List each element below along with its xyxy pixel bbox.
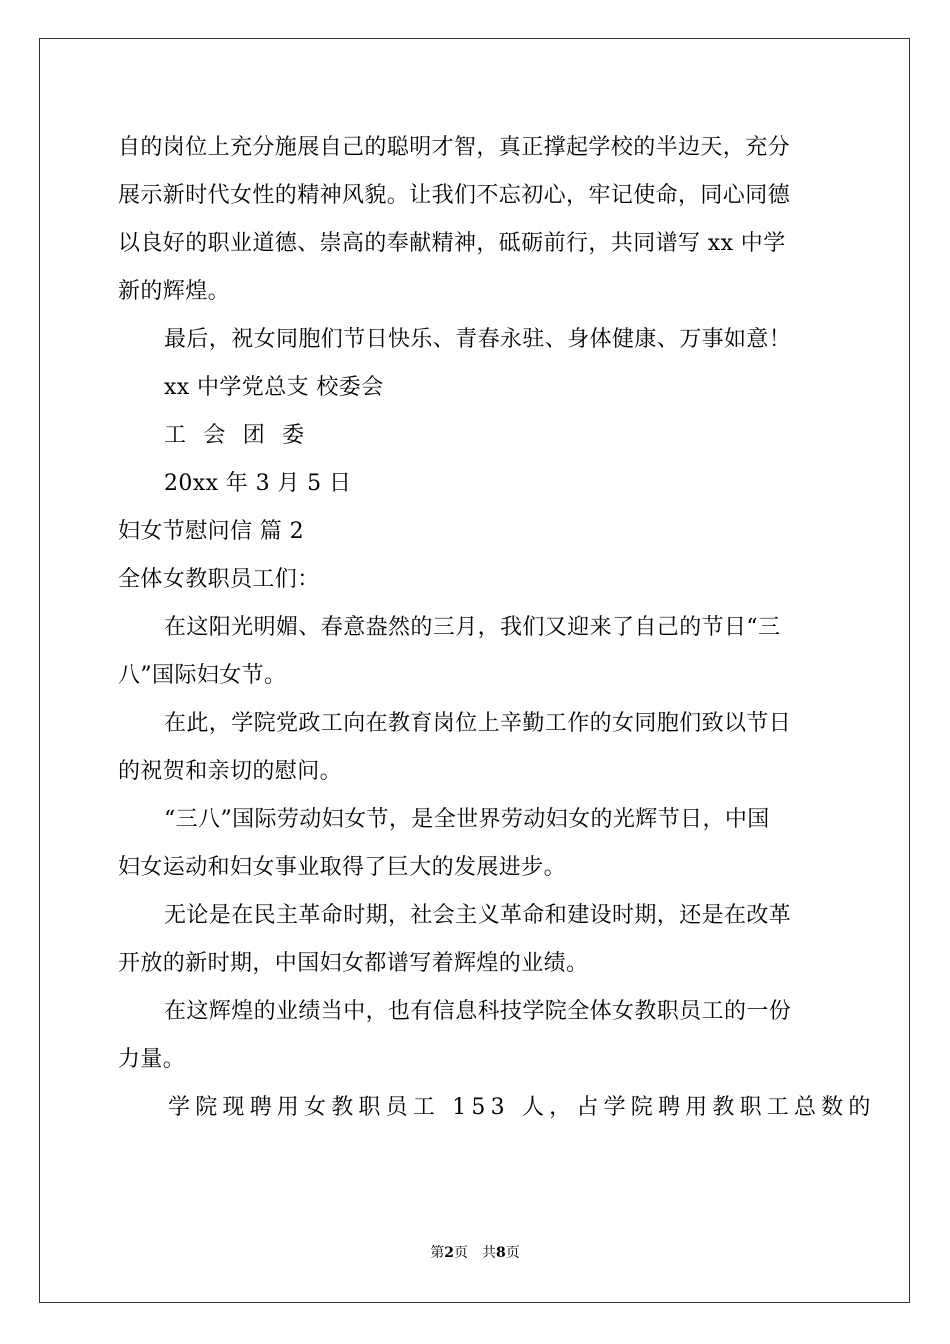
footer-page-current: 2	[444, 1245, 454, 1261]
footer-mid: 页 共	[454, 1245, 496, 1261]
text-line: 以良好的职业道德、崇高的奉献精神，砥砺前行，共同谱写 xx 中学	[118, 231, 786, 256]
footer-prefix: 第	[430, 1245, 445, 1261]
signature-date: 20xx 年 3 月 5 日	[164, 471, 352, 496]
signature-union: 工 会 团 委	[164, 423, 310, 448]
footer-suffix: 页	[505, 1245, 520, 1261]
text-line: 妇女运动和妇女事业取得了巨大的发展进步。	[118, 855, 567, 880]
page-footer	[0, 1243, 950, 1263]
document-body	[118, 124, 876, 1132]
closing-wish: 最后，祝女同胞们节日快乐、青春永驻、身体健康、万事如意！	[164, 327, 792, 352]
text-line: 开放的新时期，中国妇女都谱写着辉煌的业绩。	[118, 951, 589, 976]
text-line: 无论是在民主革命时期，社会主义革命和建设时期，还是在改革	[164, 903, 792, 928]
text-line: 的祝贺和亲切的慰问。	[118, 759, 343, 784]
text-line: 学院现聘用女教职员工 153 人，占学院聘用教职工总数的	[168, 1095, 876, 1120]
text-line: 八”国际妇女节。	[118, 663, 287, 688]
signature-org: xx 中学党总支 校委会	[164, 375, 384, 400]
text-line: 在这阳光明媚、春意盎然的三月，我们又迎来了自己的节日“三	[164, 615, 781, 640]
section-title: 妇女节慰问信 篇 2	[118, 519, 304, 544]
text-line: 在此，学院党政工向在教育岗位上辛勤工作的女同胞们致以节日	[164, 711, 792, 736]
footer-page-total: 8	[496, 1245, 506, 1261]
text-line: 力量。	[118, 1047, 186, 1072]
salutation: 全体女教职员工们：	[118, 567, 320, 592]
text-line: “三八”国际劳动妇女节，是全世界劳动妇女的光辉节日，中国	[164, 807, 770, 832]
text-line: 展示新时代女性的精神风貌。让我们不忘初心，牢记使命，同心同德	[118, 183, 791, 208]
text-line: 在这辉煌的业绩当中，也有信息科技学院全体女教职员工的一份	[164, 999, 792, 1024]
text-line: 自的岗位上充分施展自己的聪明才智，真正撑起学校的半边天，充分	[118, 135, 791, 160]
text-line: 新的辉煌。	[118, 279, 231, 304]
